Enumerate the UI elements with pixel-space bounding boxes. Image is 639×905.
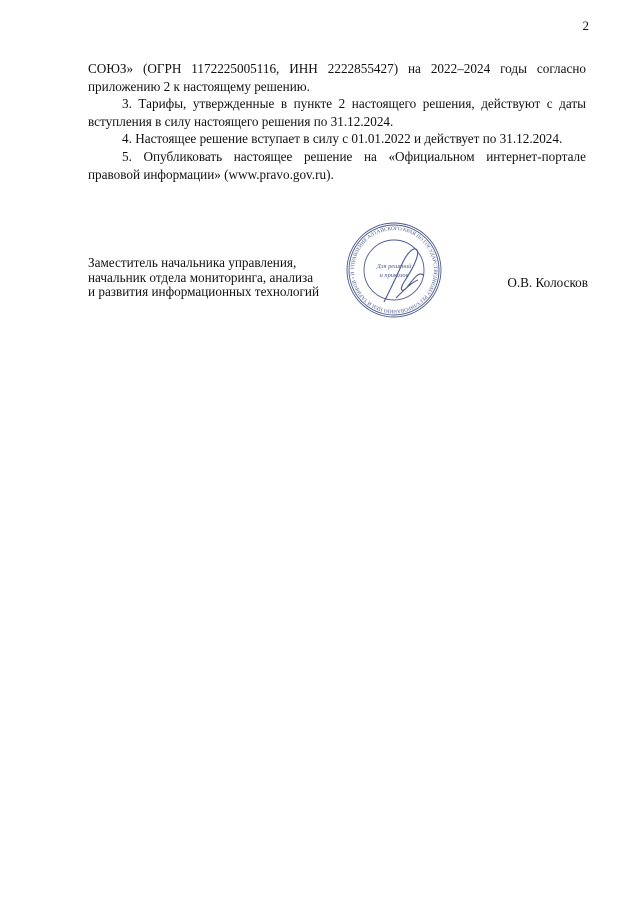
paragraph-item-3: 3. Тарифы, утвержденные в пункте 2 настоящего решения, действуют с даты вступления в силу настоящего решения по 31.12.2024. <box>88 96 586 129</box>
signer-name: О.В. Колосков <box>507 275 588 290</box>
signer-title-line: начальник отдела мониторинга, анализа <box>88 269 314 285</box>
signer-title <box>88 256 319 300</box>
signer-title-line: Заместитель начальника управления, <box>88 255 297 270</box>
official-seal-stamp <box>344 220 444 320</box>
paragraph-continuation: СОЮЗ» (ОГРН 1172225005116, ИНН 2222855427) на 2022–2024 годы согласно приложению 2 к настоящему решению. <box>88 61 586 94</box>
seal-center-line: и приказов <box>379 272 409 279</box>
decision-body <box>88 60 586 183</box>
seal-ring-text: УПРАВЛЕНИЕ АЛТАЙСКОГО КРАЯ ПО ГОСУДАРСТВЕННОМУ РЕГУЛИРОВАНИЮ ЦЕН И ТАРИФОВ • И <box>349 225 439 315</box>
paragraph-item-5: 5. Опубликовать настоящее решение на «Официальном интернет-портале правовой информации» (www.pravo.gov.ru). <box>88 148 586 182</box>
page-number: 2 <box>582 18 589 33</box>
seal-outer-ring <box>347 223 441 317</box>
signer-title-line: и развития информационных технологий <box>88 284 320 299</box>
seal-outer-ring-inner <box>349 225 439 315</box>
signature-block <box>88 225 588 336</box>
seal-center-line: Для решений <box>376 263 412 270</box>
paragraph-item-4: 4. Настоящее решение вступает в силу с 01.01.2022 и действует по 31.12.2024. <box>122 131 563 147</box>
